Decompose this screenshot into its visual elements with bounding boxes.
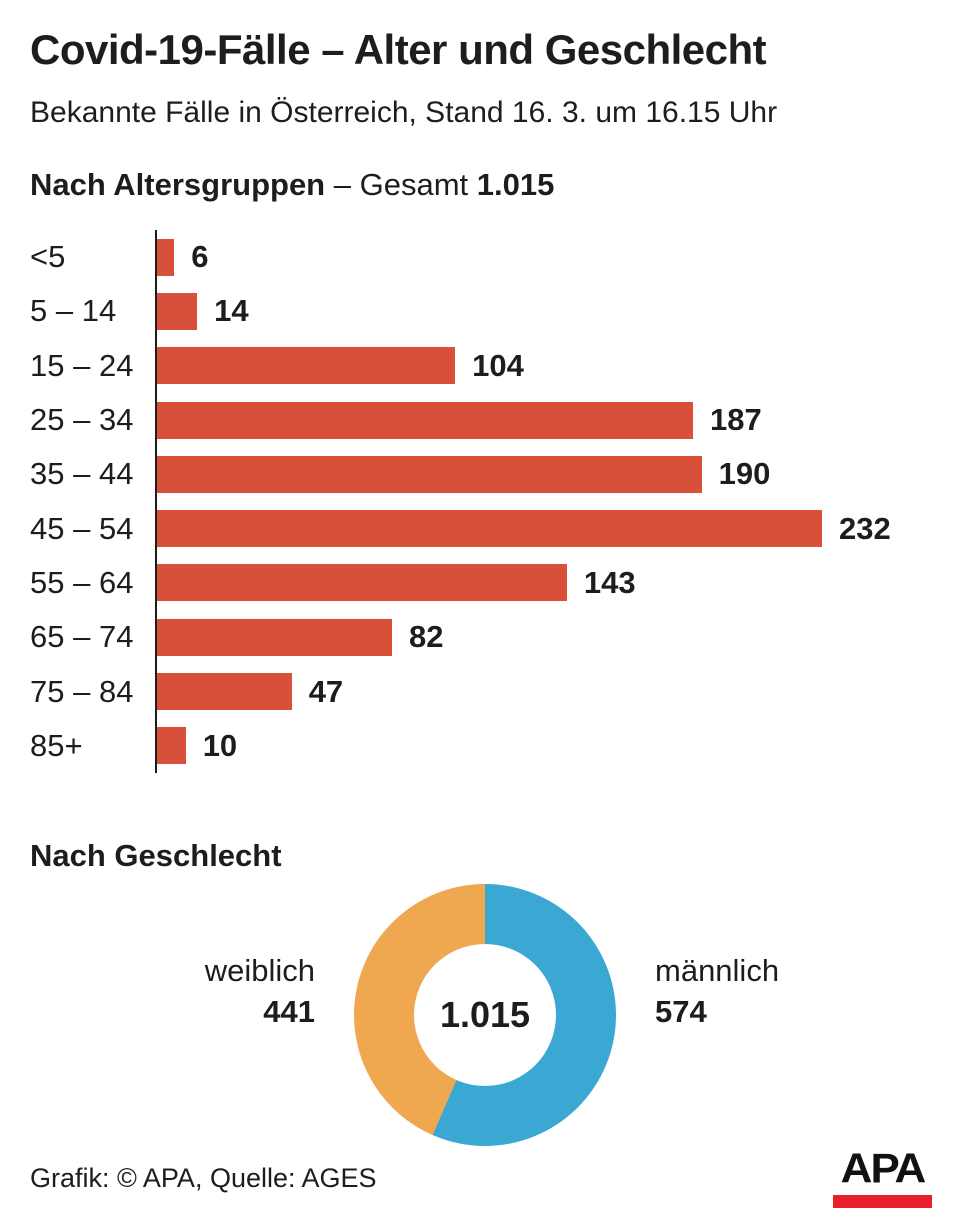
- male-value: 574: [655, 994, 707, 1029]
- bar-track: [155, 339, 940, 393]
- gender-donut-chart: [354, 884, 616, 1146]
- bar-value-label: 14: [214, 293, 249, 329]
- bar: [157, 293, 197, 330]
- bar-row: [30, 501, 940, 555]
- page-subtitle: Bekannte Fälle in Österreich, Stand 16. 3. um 16.15 Uhr: [30, 96, 778, 129]
- male-label: männlich: [655, 953, 780, 988]
- bar-value-label: 187: [710, 402, 762, 438]
- bar-row: [30, 664, 940, 718]
- bar-category-label: 15 – 24: [30, 347, 134, 383]
- age-heading-total: 1.015: [476, 167, 555, 202]
- age-heading-rest: – Gesamt: [333, 167, 469, 202]
- bar-track: [155, 719, 940, 773]
- bar-category-label: 75 – 84: [30, 673, 134, 709]
- bar-row: [30, 610, 940, 664]
- bar-row: [30, 393, 940, 447]
- bar: [157, 727, 186, 764]
- bar: [157, 673, 292, 710]
- bar-value-label: 104: [472, 347, 524, 383]
- bar-row: [30, 556, 940, 610]
- bar-category-label: 85+: [30, 727, 83, 763]
- bar-track: [155, 556, 940, 610]
- bar-category-label: 25 – 34: [30, 402, 134, 438]
- bar-category-label: 35 – 44: [30, 456, 134, 492]
- bar-category-label: 5 – 14: [30, 293, 117, 329]
- donut-center-total: 1.015: [414, 944, 556, 1086]
- age-section-heading: [30, 167, 554, 203]
- bar: [157, 347, 455, 384]
- bar: [157, 456, 702, 493]
- bar-row: [30, 339, 940, 393]
- bar-row: [30, 284, 940, 338]
- male-legend: [655, 950, 875, 1032]
- bar-track: [155, 501, 940, 555]
- bar-value-label: 10: [202, 727, 238, 763]
- bar-value-label: 232: [839, 510, 891, 546]
- apa-logo-red-bar: [833, 1195, 932, 1208]
- bar-track: [155, 284, 940, 338]
- bar-row: [30, 230, 940, 284]
- bar: [157, 619, 392, 656]
- bar-row: [30, 719, 940, 773]
- female-value: 441: [263, 994, 315, 1029]
- bar-track: [155, 393, 940, 447]
- bar-category-label: 65 – 74: [30, 619, 134, 655]
- female-label: weiblich: [204, 953, 315, 988]
- gender-section-heading: Nach Geschlecht: [30, 838, 282, 873]
- bar: [157, 239, 174, 276]
- bar-row: [30, 447, 940, 501]
- bar-track: [155, 447, 940, 501]
- bar-track: [155, 230, 940, 284]
- apa-logo-text: APA: [840, 1145, 925, 1192]
- bar-category-label: 45 – 54: [30, 510, 134, 546]
- credit-line: Grafik: © APA, Quelle: AGES: [30, 1163, 377, 1193]
- female-legend: [120, 950, 315, 1032]
- bar-category-label: <5: [30, 239, 66, 275]
- apa-logo: [833, 1145, 932, 1199]
- bar: [157, 402, 693, 439]
- bar-value-label: 143: [583, 564, 636, 600]
- bar-track: [155, 610, 940, 664]
- bar: [157, 564, 567, 601]
- bar-value-label: 82: [409, 619, 444, 655]
- age-bar-chart: [30, 230, 940, 773]
- bar-value-label: 6: [191, 239, 209, 275]
- page-title: Covid-19-Fälle – Alter und Geschlecht: [30, 26, 767, 73]
- bar: [157, 510, 822, 547]
- bar-value-label: 190: [718, 456, 771, 492]
- bar-category-label: 55 – 64: [30, 564, 134, 600]
- bar-value-label: 47: [308, 673, 344, 709]
- bar-track: [155, 664, 940, 718]
- age-heading-bold: Nach Altersgruppen: [30, 167, 326, 202]
